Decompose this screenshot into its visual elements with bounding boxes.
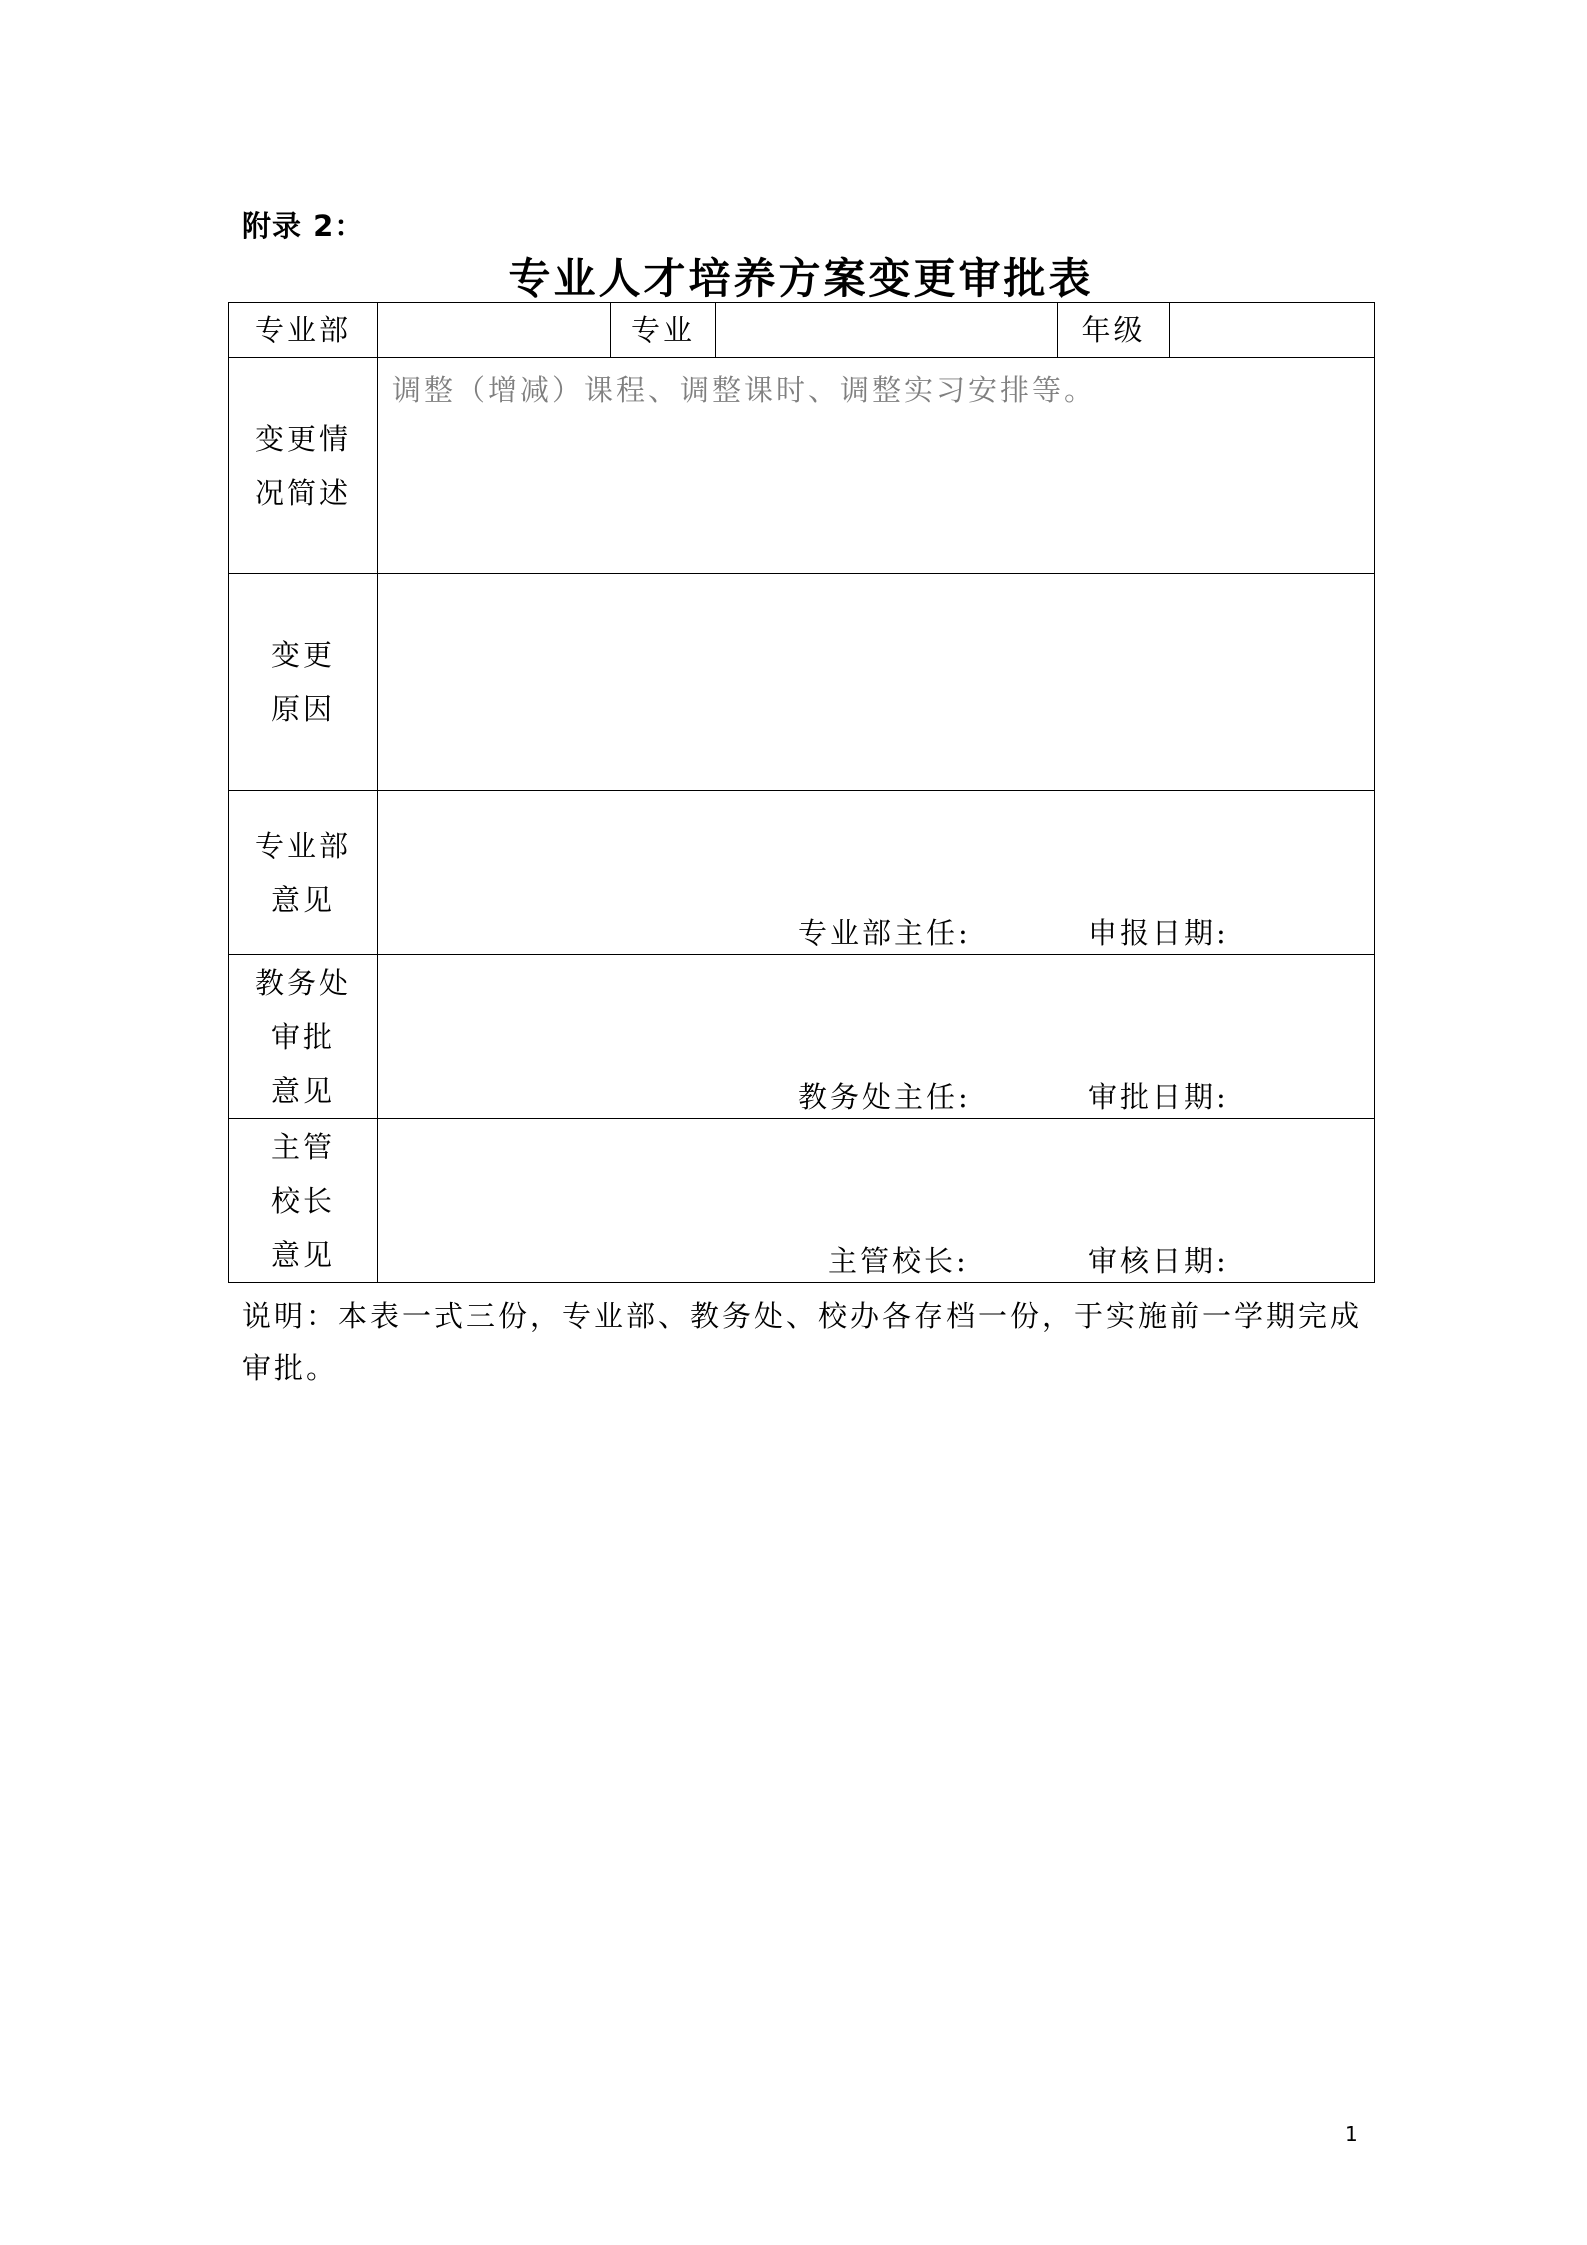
change-summary-hint: 调整（增减）课程、调整课时、调整实习安排等。	[392, 373, 1097, 407]
department-value-cell[interactable]	[378, 303, 611, 358]
change-reason-cell[interactable]	[378, 574, 1375, 791]
department-opinion-label-line1: 专业部	[254, 828, 351, 863]
approval-form-table	[228, 302, 1375, 1283]
change-reason-label-line1: 变更	[270, 638, 335, 672]
page-number: 1	[1345, 2122, 1358, 2146]
approval-date-label: 审批日期:	[1088, 1080, 1229, 1114]
form-note: 说明：本表一式三份，专业部、教务处、校办各存档一份，于实施前一学期完成审批。	[242, 1299, 1363, 1385]
grade-label: 年级	[1058, 303, 1170, 358]
principal-opinion-label	[229, 1119, 378, 1283]
academic-affairs-label-line2: 审批	[270, 1019, 335, 1054]
academic-affairs-opinion-label	[229, 955, 378, 1119]
header-row	[229, 303, 1375, 358]
application-date-label: 申报日期:	[1088, 916, 1229, 950]
academic-affairs-head-signature-label: 教务处主任:	[798, 1080, 971, 1114]
major-label: 专业	[611, 303, 716, 358]
principal-opinion-row	[229, 1119, 1375, 1283]
principal-label-line3: 意见	[270, 1237, 335, 1272]
change-summary-label-line1: 变更情	[254, 421, 351, 456]
department-head-signature-label: 专业部主任:	[798, 916, 971, 950]
appendix-label: 附录 2：	[242, 209, 365, 243]
principal-opinion-cell[interactable]	[378, 1119, 1375, 1283]
change-reason-label	[229, 574, 378, 791]
form-title: 专业人才培养方案变更审批表	[508, 254, 1094, 303]
principal-label-line2: 校长	[270, 1183, 335, 1218]
change-reason-row	[229, 574, 1375, 791]
academic-affairs-opinion-cell[interactable]	[378, 955, 1375, 1119]
academic-affairs-opinion-row	[229, 955, 1375, 1119]
change-summary-label-line2: 况简述	[254, 475, 351, 510]
department-label: 专业部	[229, 303, 378, 358]
academic-affairs-label-line1: 教务处	[254, 965, 351, 1000]
department-opinion-label	[229, 791, 378, 955]
major-value-cell[interactable]	[716, 303, 1058, 358]
academic-affairs-label-line3: 意见	[270, 1073, 335, 1108]
change-summary-row	[229, 358, 1375, 574]
change-reason-label-line2: 原因	[270, 692, 335, 726]
principal-label-line1: 主管	[270, 1129, 335, 1164]
review-date-label: 审核日期:	[1088, 1244, 1229, 1278]
department-opinion-row	[229, 791, 1375, 955]
department-opinion-label-line2: 意见	[270, 882, 335, 917]
principal-signature-label: 主管校长:	[828, 1244, 969, 1278]
grade-value-cell[interactable]	[1170, 303, 1375, 358]
change-summary-label	[229, 358, 378, 574]
change-summary-cell[interactable]	[378, 358, 1375, 574]
department-opinion-cell[interactable]	[378, 791, 1375, 955]
